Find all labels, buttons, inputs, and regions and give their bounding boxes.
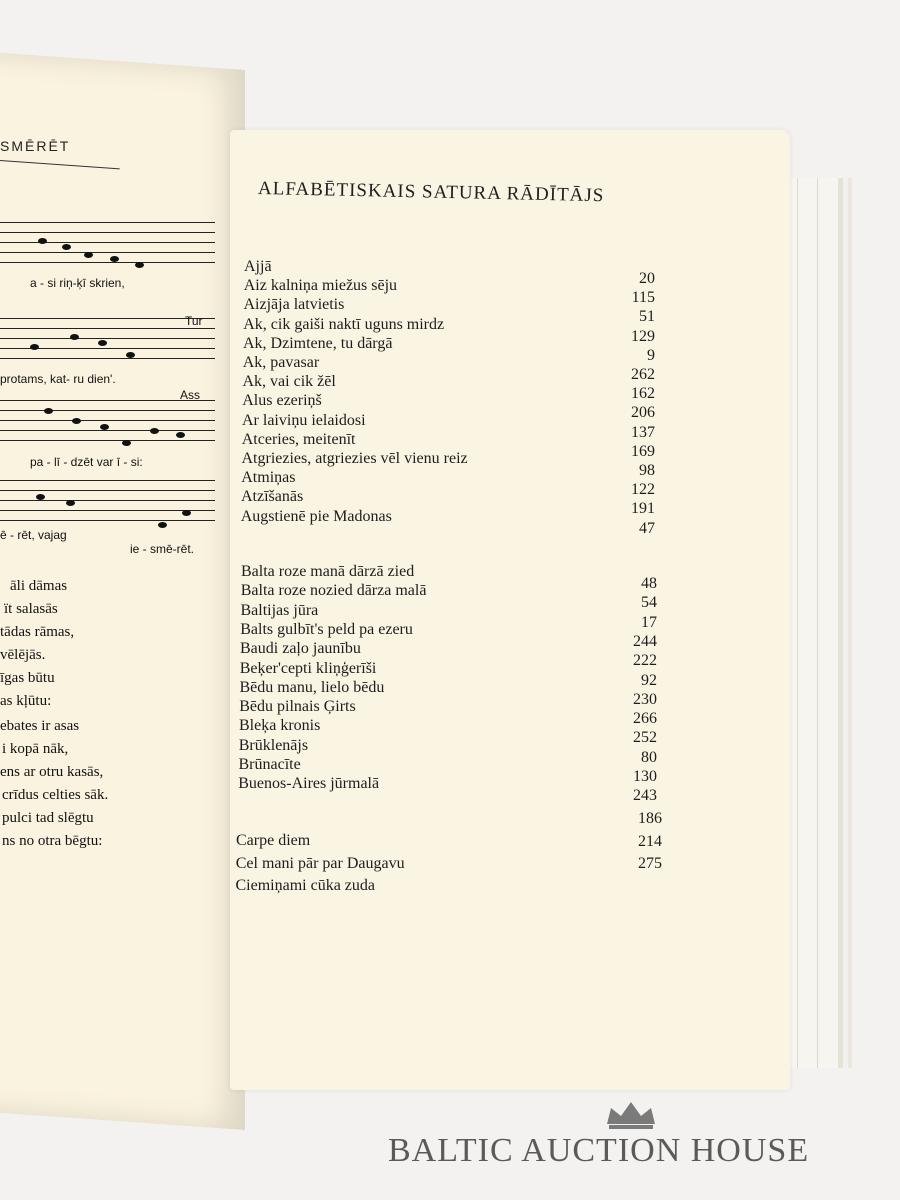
index-entry-title: Baudi zaļo jaunību [240,640,361,658]
note-icon [110,256,119,262]
index-entry-title: Buenos-Aires jūrmalā [238,775,380,793]
index-entry-page: 191 [631,500,655,518]
index-entry-page: 252 [633,729,657,747]
index-entry-page: 230 [633,690,657,708]
index-entry-title: Cel mani pār par Daugavu [235,854,405,872]
index-entry-page: 47 [639,519,655,537]
note-icon [66,500,75,506]
note-icon [70,334,79,340]
index-entry-title: Aiz kalniņa miežus sēju [243,277,398,295]
index-entry-title: Bēdu pilnais Ģirts [239,698,356,716]
note-icon [176,432,185,438]
index-entry-title: Balta roze nozied dārza malā [240,582,427,600]
index-entry-title: Atmiņas [241,469,296,487]
poem-line: āli dāmas [10,578,68,594]
poem-line: īgas būtu [0,670,55,686]
index-entry-title: Ar laiviņu ielaidosi [242,411,366,429]
index-entry-title: Brūklenājs [238,736,309,754]
poem-line: pulci tad slēgtu [2,810,94,826]
index-entry-title: Ak, pavasar [242,354,320,371]
lyric-line: protams, kat- ru dien'. [0,372,116,386]
index-entry-title: Alus ezeriņš [242,392,322,410]
lyric-line: ie - smē-rēt. [130,542,195,556]
index-entry-page: 9 [647,346,655,364]
index-entry-page: 17 [641,613,657,631]
lyric-line: a - si riņ-ķī skrien, [30,276,125,290]
index-entry-page: 244 [633,632,657,650]
lyric-line: Tur [185,314,203,328]
index-entry-title: Ciemiņami cūka zuda [235,877,376,894]
index-entry-title: Bēdu manu, lielo bēdu [239,678,385,696]
note-icon [126,352,135,358]
index-entry-page: 206 [631,404,655,422]
index-entry-page: 186 [638,810,662,827]
index-entry-title: Bleķa kronis [239,717,321,735]
note-icon [135,262,144,268]
index-entry-page: 54 [641,594,657,612]
note-icon [158,522,167,528]
index-entry-page: 169 [631,442,655,460]
index-entry-page: 98 [639,462,655,479]
note-icon [62,244,71,250]
index-entry-title: Ak, cik gaiši naktī uguns mirdz [243,315,445,333]
note-icon [72,418,81,424]
index-entry-title: Atceries, meitenīt [241,430,356,448]
note-icon [182,510,191,516]
note-icon [150,428,159,434]
left-page-header: SMĒRĒT [0,138,71,154]
poem-line: ït salasās [4,601,58,617]
index-entry-page: 243 [633,787,657,805]
lyric-line: ē - rēt, vajag [0,528,67,542]
index-entry-page: 214 [638,832,662,850]
watermark-text: BALTIC AUCTION HOUSE [388,1132,810,1169]
index-entry-page: 266 [633,710,657,728]
index-entry-page: 48 [641,575,657,592]
index-entry-title: Atzīšanās [241,488,304,506]
index-entry-page: 51 [639,308,655,326]
note-icon [30,344,39,350]
crown-icon [603,1100,659,1130]
index-entry-page: 130 [633,768,657,785]
index-entry-title: Beķer'cepti kliņģerīši [239,659,377,677]
index-entry-title: Carpe diem [236,832,311,849]
index-title: ALFABĒTISKAIS SATURA RĀDĪTĀJS [257,178,605,207]
index-entry-title: Atgriezies, atgriezies vēl vienu reiz [241,450,468,467]
index-entry-page: 129 [631,327,655,345]
index-entry-page: 80 [641,748,657,766]
note-icon [122,440,131,446]
index-entry-title: Balts gulbīt's peld pa ezeru [240,620,413,638]
lyric-line: Ass [180,388,201,402]
index-entry-title: Baltijas jūra [240,601,319,619]
index-entry-page: 162 [631,385,655,403]
poem-line: ns no otra bēgtu: [2,833,103,849]
index-entry-page: 92 [641,671,657,689]
index-entry-page: 115 [631,289,655,307]
poem-line: vēlējās. [0,647,46,663]
poem-line: ebates ir asas [0,718,80,734]
index-entry-page: 275 [638,855,662,872]
poem-line: as kļūtu: [0,693,52,709]
note-icon [98,340,107,346]
index-entry-page: 222 [633,652,657,670]
index-entry-page: 122 [631,481,655,499]
note-icon [100,424,109,430]
index-entry-title: Ajjā [244,258,272,275]
index-entry-title: Aizjāja latvietis [243,296,345,314]
index-entry-title: Balta roze manā dārzā zied [241,563,415,580]
lyric-line: pa - lī - dzēt var ī - si: [30,455,143,469]
note-icon [84,252,93,258]
index-entry-page: 137 [631,423,655,441]
note-icon [44,408,53,414]
index-entry-page: 20 [639,270,655,287]
index-entry-title: Ak, vai cik žēl [242,373,336,391]
index-entry-title: Ak, Dzimtene, tu dārgā [243,334,393,352]
poem-line: ens ar otru kasās, [0,764,104,780]
note-icon [36,494,45,500]
index-entry-page: 262 [631,366,655,383]
note-icon [38,238,47,244]
index-entry-title: Brūnacīte [238,756,301,773]
poem-line: tādas rāmas, [0,624,75,640]
poem-line: i kopā nāk, [2,741,69,757]
poem-line: crīdus celties sāk. [2,787,109,803]
index-entry-title: Augstienē pie Madonas [240,507,392,525]
